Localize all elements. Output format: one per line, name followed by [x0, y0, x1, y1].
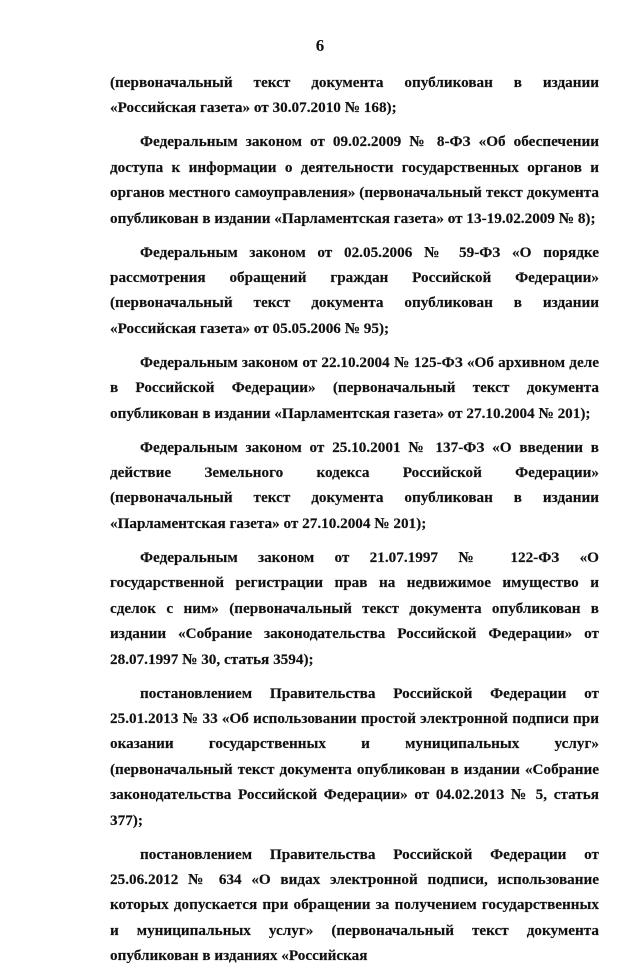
paragraph-decree-634: постановлением Правительства Российской Федерации от 25.06.2012 № 634 «О видах электронной подписи, использование которых допускается при обращении за получением государственных и муниципальных услуг» (первоначальный текст документа опубликован в изданиях «Российская [110, 845, 599, 965]
paragraph-law-125-fz: Федеральным законом от 22.10.2004 № 125-ФЗ «Об архивном деле в Российской Федерации» (первоначальный текст документа опубликован в издании «Парламентская газета» от 27.10.2004 № 201); [110, 353, 599, 422]
paragraph-law-122-fz: Федеральным законом от 21.07.1997 № 122-ФЗ «О государственной регистрации прав на недвижимое имущество и сделок с ним» (первоначальный текст документа опубликован в издании «Собрание законодательства Российской Федерации» от 28.07.1997 № 30, статья 3594); [110, 548, 599, 668]
paragraph-law-59-fz: Федеральным законом от 02.05.2006 № 59-ФЗ «О порядке рассмотрения обращений граждан Российской Федерации» (первоначальный текст документа опубликован в издании «Российская газета» от 05.05.2006 № 95); [110, 243, 599, 337]
paragraph-continuation: (первоначальный текст документа опубликован в издании «Российская газета» от 30.07.2010 № 168); [110, 74, 599, 117]
paragraph-law-137-fz: Федеральным законом от 25.10.2001 № 137-ФЗ «О введении в действие Земельного кодекса Российской Федерации» (первоначальный текст документа опубликован в издании «Парламентская газета» от 27.10.2004 № 201); [110, 438, 599, 532]
document-body [110, 70, 599, 977]
page-number: 6 [315, 36, 325, 55]
paragraph-decree-33: постановлением Правительства Российской Федерации от 25.01.2013 № 33 «Об использовании простой электронной подписи при оказании государственных и муниципальных услуг» (первоначальный текст документа опубликован в издании «Собрание законодательства Российской Федерации» от 04.02.2013 № 5, статья 377); [110, 684, 599, 829]
paragraph-law-8-fz: Федеральным законом от 09.02.2009 № 8-ФЗ «Об обеспечении доступа к информации о деятельности государственных органов и органов местного самоуправления» (первоначальный текст документа опубликован в издании «Парламентская газета» от 13-19.02.2009 № 8); [110, 133, 599, 227]
